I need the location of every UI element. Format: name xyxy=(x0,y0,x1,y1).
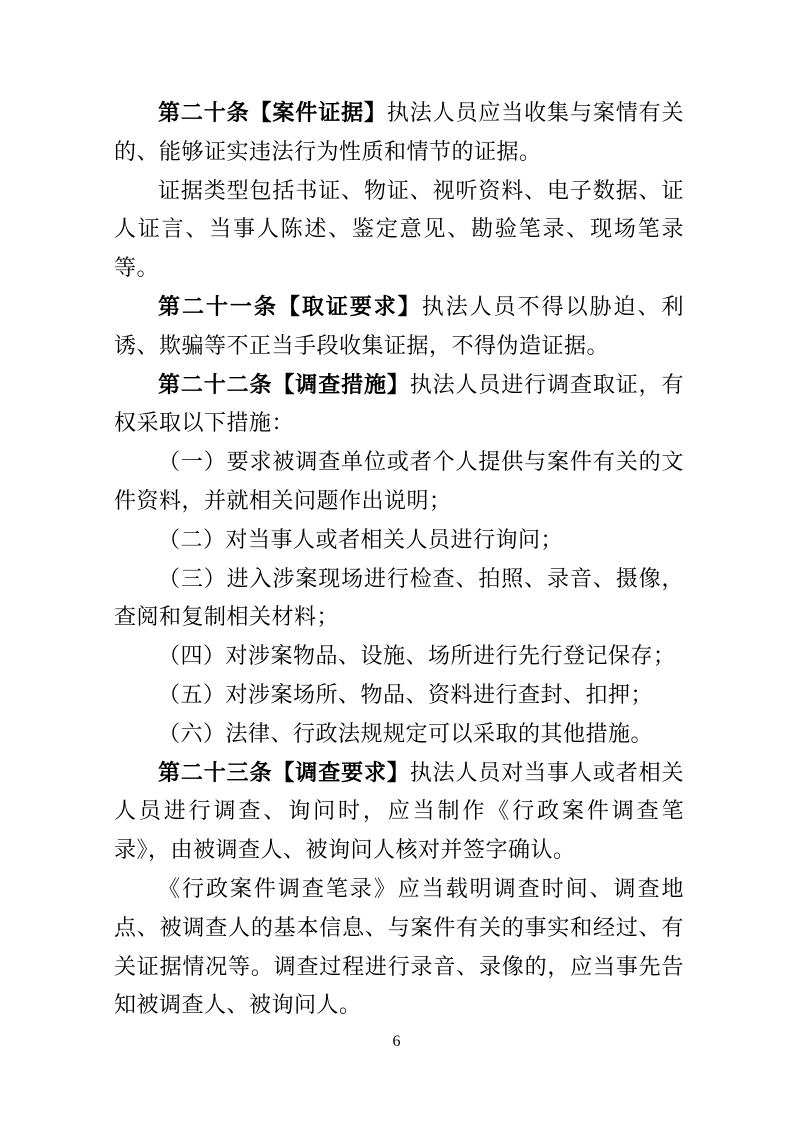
paragraph-measure-3 xyxy=(114,560,684,638)
paragraph-measure-6 xyxy=(114,715,684,754)
paragraph-measure-2 xyxy=(114,521,684,560)
article-22-body: 执法人员进行调查取证，有权采取以下措施： xyxy=(114,371,684,436)
measure-6-text: （六）法律、行政法规规定可以采取的其他措施。 xyxy=(158,720,654,746)
article-23-body: 执法人员对当事人或者相关人员进行调查、询问时，应当制作《行政案件调查笔录》，由被调查人、被询问人核对并签字确认。 xyxy=(114,759,684,863)
paragraph-article-22 xyxy=(114,366,684,444)
article-22-heading: 第二十二条【调查措施】 xyxy=(158,371,410,397)
page-number: 6 xyxy=(392,1033,401,1050)
paragraph-article-23 xyxy=(114,754,684,870)
measure-2-text: （二）对当事人或者相关人员进行询问； xyxy=(158,526,564,552)
measure-3-text: （三）进入涉案现场进行检查、拍照、录音、摄像，查阅和复制相关材料； xyxy=(114,565,684,630)
article-20-heading: 第二十条【案件证据】 xyxy=(158,100,387,125)
article-20-body: 执法人员应当收集与案情有关的、能够证实违法行为性质和情节的证据。 xyxy=(114,100,684,164)
paragraph-article-20 xyxy=(114,94,684,172)
paragraph-measure-1 xyxy=(114,443,684,521)
paragraph-article-21 xyxy=(114,288,684,366)
article-21-heading: 第二十一条【取证要求】 xyxy=(158,293,422,319)
paragraph-measure-4 xyxy=(114,637,684,676)
paragraph-record-requirements xyxy=(114,870,684,1025)
paragraph-measure-5 xyxy=(114,676,684,715)
article-23-heading: 第二十三条【调查要求】 xyxy=(158,759,410,785)
measure-1-text: （一）要求被调查单位或者个人提供与案件有关的文件资料，并就相关问题作出说明； xyxy=(114,449,684,513)
record-requirements-text: 《行政案件调查笔录》应当载明调查时间、调查地点、被调查人的基本信息、与案件有关的事实和经过、有关证据情况等。调查过程进行录音、录像的，应当事先告知被调查人、被询问人。 xyxy=(114,875,684,1018)
paragraph-evidence-types xyxy=(114,172,684,288)
document-body xyxy=(114,94,684,1025)
evidence-types-text: 证据类型包括书证、物证、视听资料、电子数据、证人证言、当事人陈述、鉴定意见、勘验笔录、现场笔录等。 xyxy=(114,177,684,281)
measure-5-text: （五）对涉案场所、物品、资料进行查封、扣押； xyxy=(158,681,654,707)
article-21-body: 执法人员不得以胁迫、利诱、欺骗等不正当手段收集证据，不得伪造证据。 xyxy=(114,293,684,358)
measure-4-text: （四）对涉案物品、设施、场所进行先行登记保存； xyxy=(158,643,676,669)
